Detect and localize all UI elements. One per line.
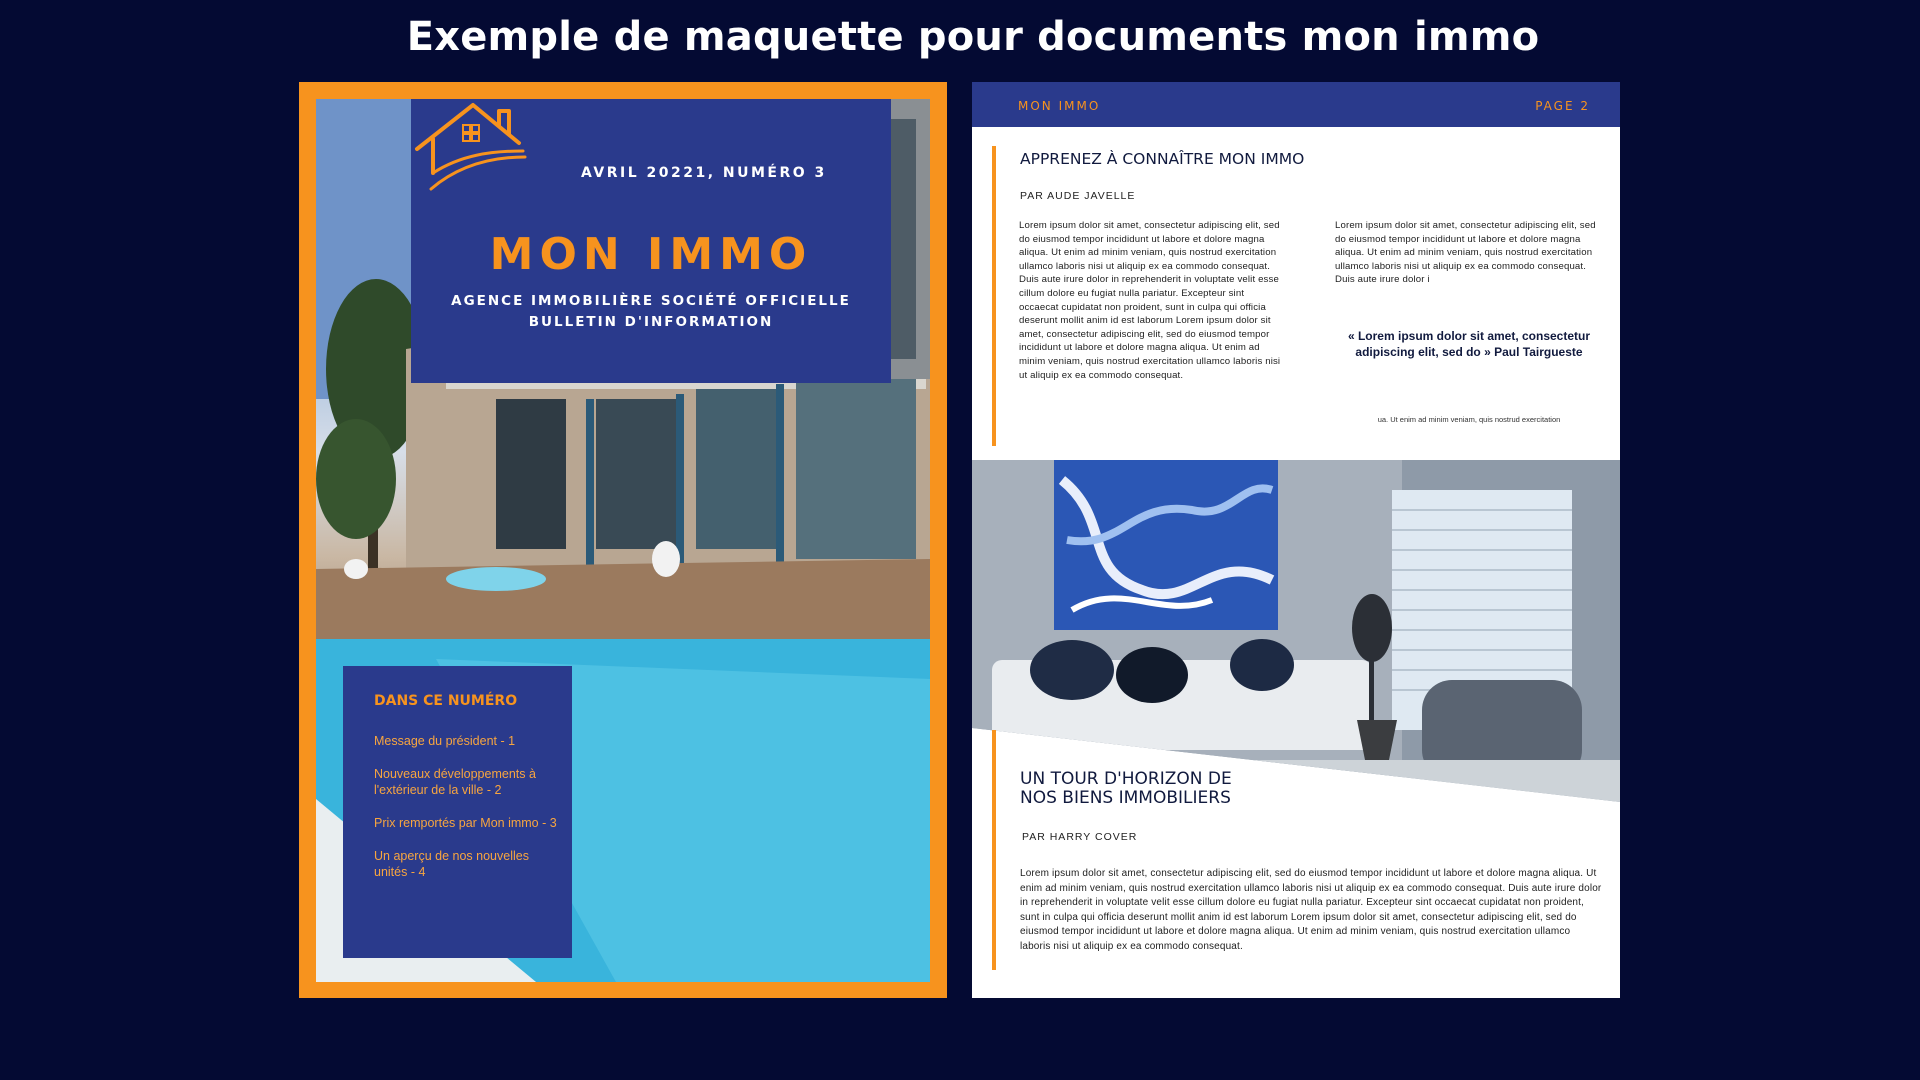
article2-title-line2: NOS BIENS IMMOBILIERS bbox=[1020, 788, 1231, 808]
toc-item: Message du président - 1 bbox=[374, 734, 516, 748]
masthead bbox=[411, 99, 891, 383]
page-title: Exemple de maquette pour documents mon immo bbox=[406, 14, 1540, 60]
toc-item: Nouveaux développements à l'extérieur de la ville - 2 bbox=[374, 767, 536, 797]
accent-bar bbox=[992, 146, 996, 446]
cover-pool-photo bbox=[316, 99, 930, 982]
article1-column1: Lorem ipsum dolor sit amet, consectetur adipiscing elit, sed do eiusmod tempor incididunt ut labore et dolore magna aliqua. Ut enim ad minim veniam, quis nostrud exercitation ullamco laboris nisi ut aliquip ex ea commodo consequat. Duis aute irure dolor in reprehenderit in voluptate velit esse cillum dolore eu fugiat nulla pariatur. Excepteur sint occaecat cupidatat non proident, sunt in culpa qui officia deserunt mollit anim id est laborum Lorem ipsum dolor sit amet, consectetur adipiscing elit, sed do eiusmod tempor incididunt ut labore et dolore magna aliqua. Ut enim ad minim veniam, quis nostrud exercitation ullamco laboris nisi ut aliquip ex ea commodo consequat. bbox=[1019, 220, 1281, 381]
header-brand: MON IMMO bbox=[1018, 99, 1101, 113]
toc-list bbox=[374, 733, 559, 897]
caption: ua. Ut enim ad minim veniam, quis nostrud exercitation bbox=[1377, 415, 1561, 424]
page-header bbox=[972, 82, 1620, 127]
tagline bbox=[411, 291, 891, 333]
inner-page bbox=[972, 82, 1620, 998]
toc-item: Un aperçu de nos nouvelles unités - 4 bbox=[374, 849, 529, 879]
article1-column2: Lorem ipsum dolor sit amet, consectetur adipiscing elit, sed do eiusmod tempor incididunt ut labore et dolore magna aliqua. Ut enim ad minim veniam, quis nostrud exercitation ullamco laboris nisi ut aliquip ex ea commodo consequat. Duis aute irure dolor i bbox=[1335, 220, 1596, 286]
toc-title: DANS CE NUMÉRO bbox=[374, 693, 518, 709]
article2-byline: PAR HARRY COVER bbox=[1022, 831, 1138, 843]
tagline-line1: AGENCE IMMOBILIÈRE SOCIÉTÉ OFFICIELLE bbox=[451, 293, 851, 309]
toc-item: Prix remportés par Mon immo - 3 bbox=[374, 816, 557, 830]
accent-bar bbox=[992, 730, 996, 970]
article2-body: Lorem ipsum dolor sit amet, consectetur adipiscing elit, sed do eiusmod tempor incididunt ut labore et dolore magna aliqua. Ut enim ad minim veniam, quis nostrud exercitation ullamco laboris nisi ut aliquip ex ea commodo consequat. Duis aute irure dolor in reprehenderit in voluptate velit esse cillum dolore eu fugiat nulla pariatur. Excepteur sint occaecat cupidatat non proident, sunt in culpa qui officia deserunt mollit anim id est laborum Lorem ipsum dolor sit amet, consectetur adipiscing elit, sed do eiusmod tempor incididunt ut labore et dolore magna aliqua. Ut enim ad minim veniam, quis nostrud exercitation ullamco laboris nisi ut aliquip ex ea commodo consequat. bbox=[1020, 868, 1602, 952]
article2-title bbox=[1020, 770, 1360, 808]
table-of-contents bbox=[343, 666, 572, 958]
issue-info: AVRIL 20221, NUMÉRO 3 bbox=[581, 165, 827, 181]
tagline-line2: BULLETIN D'INFORMATION bbox=[528, 314, 774, 330]
pull-quote: « Lorem ipsum dolor sit amet, consectetur adipiscing elit, sed do » Paul Tairgueste bbox=[1347, 329, 1591, 359]
article1-byline: PAR AUDE JAVELLE bbox=[1020, 190, 1136, 202]
header-page-number: PAGE 2 bbox=[1535, 99, 1590, 113]
article1-title: APPRENEZ À CONNAÎTRE MON IMMO bbox=[1020, 150, 1305, 168]
brand-name: MON IMMO bbox=[489, 229, 813, 280]
cover-page bbox=[299, 82, 947, 998]
living-room-photo bbox=[972, 460, 1620, 822]
article2-title-line1: UN TOUR D'HORIZON DE bbox=[1020, 769, 1232, 789]
house-roof-icon bbox=[411, 99, 531, 199]
